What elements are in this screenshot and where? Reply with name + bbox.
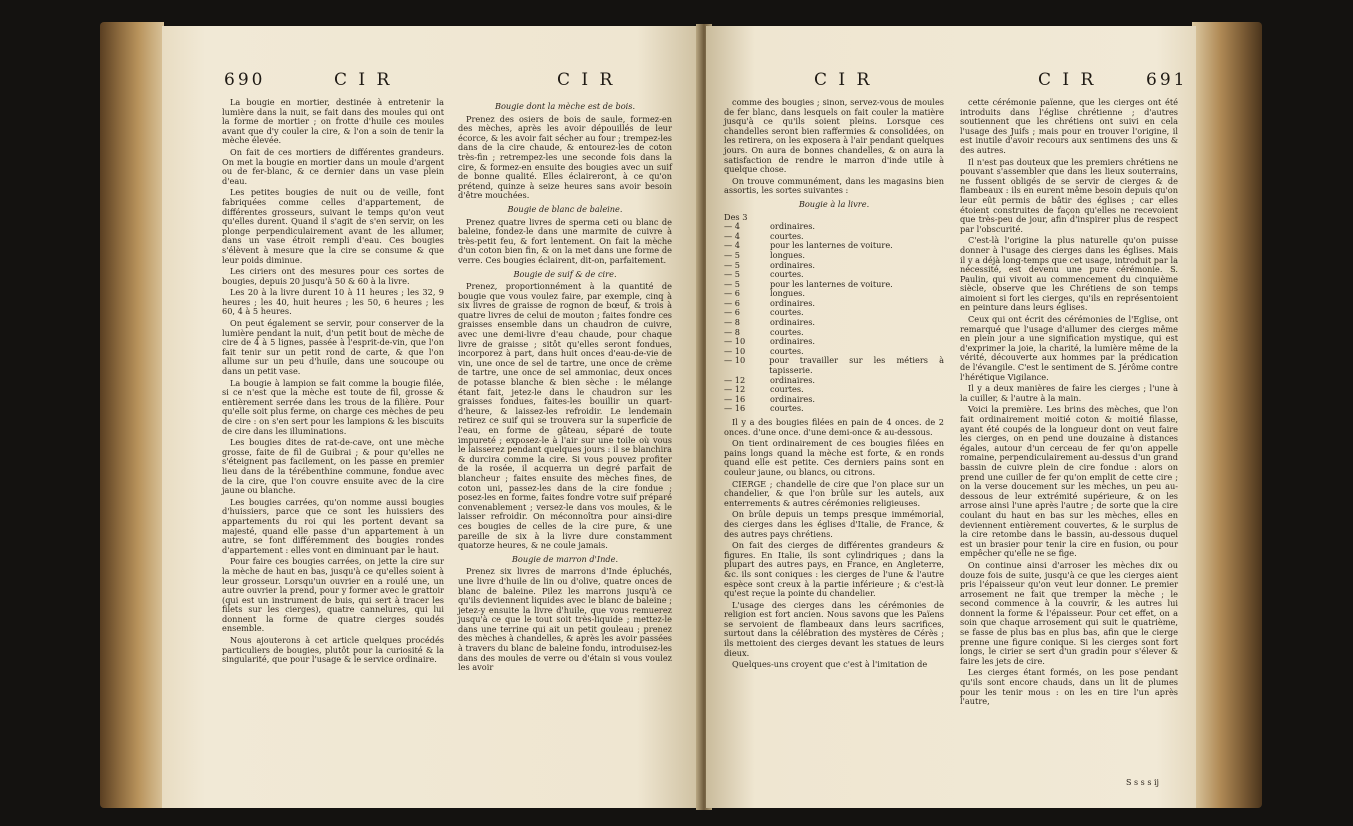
paragraph: Ceux qui ont écrit des cérémonies de l'Eglise, ont remarqué que l'usage d'allumer des cierges même en plein jour a une signification mystique, qui est d'exprimer la joie, la charité, la lumière même de la vérité, découverte aux hommes par la prédication de l'évangile. C'est le sentiment de S. Jérôme contre l'hérétique Vigilance. — [960, 314, 1178, 382]
paragraph: cette cérémonie païenne, que les cierges ont été introduits dans l'église chrétienne ; d'autres soutiennent que les chrétiens ont suivi en cela l'usage des Juifs ; mais pour en trouver l'origine, il est inutile d'avoir recours aux sentimens des uns & des autres. — [960, 97, 1178, 155]
table-cell-type: courtes. — [770, 403, 804, 414]
book-edge-right — [1192, 22, 1262, 808]
table-cell-count: — 10 — [724, 355, 746, 366]
left-column-2 — [458, 98, 672, 675]
table-row — [724, 385, 944, 395]
section-title: Bougie de marron d'Inde. — [511, 553, 619, 564]
table-row — [724, 289, 944, 299]
paragraph: La bougie en mortier, destinée à entretenir la lumière dans la nuit, se fait dans des moules qui ont la forme de mortier ; on frotte d'huile ces moules avant que d'y couler la cire, & l'on a soin de tenir la mèche élevée. — [222, 97, 444, 146]
paragraph: CIERGE ; chandelle de cire que l'on place sur un chandelier, & que l'on brûle sur les autels, aux enterrements & autres cérémonies religieuses. — [724, 478, 944, 508]
table-row — [724, 404, 944, 414]
right-running-head-1: C I R — [814, 70, 873, 90]
right-column-1 — [724, 98, 944, 672]
table-cell-count: — 5 — [724, 249, 740, 260]
table-row — [724, 222, 944, 232]
left-running-head-1: C I R — [334, 70, 393, 90]
table-cell-count: — 10 — [724, 345, 746, 356]
table-cell-count: — 12 — [724, 384, 746, 395]
paragraph: On continue ainsi d'arroser les mèches dix ou douze fois de suite, jusqu'à ce que les cierges aient pris l'épaisseur qu'on veut leur donner. Le premier arrosement ne fait que tremper la mèche ; le second commence à la couvrir, & les autres lui donnent la forme & l'épaisseur. Pour cet effet, on a soin que chaque arrosement qui suit le quatrième, se fasse de plus bas en plus bas, afin que le cierge prenne une figure conique. Si les cierges sont fort longs, le cirier se sert d'un gradin pour s'élever & faire les jets de cire. — [960, 559, 1178, 666]
paragraph: On fait des cierges de différentes grandeurs & figures. En Italie, ils sont cylindriques ; dans la plupart des autres pays, en France, en Angleterre, &c. ils sont coniques : les cierges de l'une & l'autre espèce sont creux à la partie inférieure ; & c'est-là qu'est reçue la pointe du chandelier. — [724, 540, 944, 599]
book-edge-left — [100, 22, 164, 808]
table-row — [724, 251, 944, 261]
paragraph: On peut également se servir, pour conserver de la lumière pendant la nuit, d'un petit bout de mèche de cire de 4 à 5 lignes, passée à l'esprit-de-vin, que l'on fait tenir sur un petit rond de carte, & que l'on allume sur un peu d'huile, dans une soucoupe ou dans un petit vase. — [222, 318, 444, 377]
table-cell-count: — 8 — [724, 326, 740, 337]
paragraph: Nous ajouterons à cet article quelques procédés particuliers de bougies, plutôt pour la curiosité & la singularité, que pour l'usage & le service ordinaire. — [222, 635, 444, 665]
paragraph: Les bougies carrées, qu'on nomme aussi bougies d'huissiers, parce que ce sont les huissiers des appartements du roi qui les portent devant sa majesté, quand elle passe d'un appartement à un autre, se font différemment des bougies rondes d'appartement : elles vont en diminuant par le haut. — [222, 496, 444, 555]
table-cell-count: — 10 — [724, 336, 746, 347]
paragraph: C'est-là l'origine la plus naturelle qu'on puisse donner à l'usage des cierges dans les églises. Mais il y a déjà long-temps que cet usage, introduit par la nécessité, est devenu une pure cérémonie. S. Paulin, qui vivoit au commencement du cinquième siècle, observe que les Chrétiens de son temps aimoient si fort les cierges, qu'ils en représentoient en peinture dans leurs églises. — [960, 235, 1178, 313]
table-cell-type: courtes. — [770, 269, 804, 280]
paragraph: Prenez des osiers de bois de saule, formez-en des mèches, après les avoir dépouillés de leur écorce, & les avoir fait sécher au four ; trempez-les dans de la cire chaude, & entourez-les de coton très-fin ; retrempez-les une seconde fois dans la cire, & formez-en ensuite des bougies avec un suif de bonne qualité. Elles éclaireront, à ce qu'on prétend, quinze à seize heures sans avoir besoin d'être mouchées. — [458, 113, 672, 201]
table-cell-type: pour travailler sur les métiers à tapisserie. — [769, 355, 944, 376]
table-row — [724, 376, 944, 386]
table-cell-count: — 8 — [724, 317, 740, 328]
table-cell-count: — 5 — [724, 269, 740, 280]
table-cell-type: ordinaires. — [770, 297, 816, 308]
table-cell-count: — 5 — [724, 259, 740, 270]
left-page-number: 690 — [224, 70, 266, 90]
paragraph: comme des bougies ; sinon, servez-vous de moules de fer blanc, dans lesquels on fait couler la matière jusqu'à ce qu'ils soient pleins. Lorsque ces chandelles seront bien raffermies & consolidées, on les retirera, on les exposera à l'air pendant quelques jours. On aura de bonnes chandelles, & on aura la satisfaction de rendre le marron d'inde utile à quelque chose. — [724, 97, 944, 175]
left-page — [162, 26, 702, 808]
table-title: Bougie à la livre. — [798, 198, 870, 209]
table-row — [724, 213, 944, 223]
table-cell-type: longues. — [770, 249, 805, 260]
right-running-head-2: C I R — [1038, 70, 1097, 90]
table-cell-count: — 6 — [724, 307, 740, 318]
paragraph: Les bougies dites de rat-de-cave, ont une mèche grosse, faite de fil de Guibrai ; & pour qu'elles ne s'éteignent pas facilement, on les passe en premier lieu dans de la térébenthine commune, fondue avec de la cire, que l'on couvre ensuite avec de la cire jaune ou blanche. — [222, 437, 444, 496]
signature-mark: S s s s ij — [1126, 778, 1160, 787]
table-cell-type: ordinaires. — [770, 374, 816, 385]
section-title: Bougie de suif & de cire. — [513, 268, 617, 279]
paragraph: La bougie à lampion se fait comme la bougie filée, si ce n'est que la mèche est toute de fil, grosse & entièrement serrée dans les trous de la filière. Pour qu'elle soit plus ferme, on charge ces mèches de peu de cire : on s'en sert pour les lampions & les biscuits de cire dans les illuminations. — [222, 377, 444, 436]
table-cell-type: longues. — [770, 288, 805, 299]
paragraph: Prenez, proportionnément à la quantité de bougie que vous voulez faire, par exemple, cinq à six livres de graisse de rognon de bœuf, & trois à quatre livres de celui de mouton ; faites fondre ces graisses ensemble dans un chaudron de cuivre, avec une demi-livre d'eau chaude, pour chaque livre de graisse ; sitôt qu'elles seront fondues, incorporez à part, dans huit onces d'eau-de-vie de vin, une once de sel de tartre, une once de crème de tartre, une once de sel ammoniac, deux onces de potasse blanche & bien sèche : le mélange étant fait, jetez-le dans le chaudron sur les graisses fondues, faites-les bouillir un quart-d'heure, & laissez-les refroidir. Le lendemain retirez ce suif qui se trouvera sur la superficie de l'eau, en forme de gâteau, séparé de toute impureté ; exposez-le à l'air sur une toile où vous le laisserez pendant quelques jours : il se blanchira & durcira comme la cire. Si vous pouvez profiter de la rosée, il acquerra un degré parfait de blancheur ; faites ensuite des mèches fines, de coton uni, passez-les dans de la cire fondue ; posez-les en forme, faites fondre votre suif préparé convenablement ; versez-le dans vos moules, & le laisser refroidir. On méconnoîtra pour ainsi-dire ces bougies de celles de la cire pure, & une pareille de six à la livre dure constamment quatorze heures, & ne coule jamais. — [458, 281, 672, 551]
table-cell-type: courtes. — [770, 384, 804, 395]
table-cell-count: — 12 — [724, 374, 746, 385]
table-row — [724, 308, 944, 318]
table-cell-type: ordinaires. — [770, 259, 816, 270]
table-cell-count: — 6 — [724, 297, 740, 308]
table-cell-type: ordinaires. — [770, 336, 816, 347]
right-page — [706, 26, 1196, 808]
table-row — [724, 261, 944, 271]
table-cell-count: — 16 — [724, 403, 746, 414]
table-cell-type: courtes. — [770, 307, 804, 318]
right-column-2 — [960, 98, 1178, 709]
paragraph: Les 20 à la livre durent 10 à 11 heures ; les 32, 9 heures ; les 40, huit heures ; les 50, 6 heures ; les 60, 4 à 5 heures. — [222, 287, 444, 317]
left-running-head-2: C I R — [557, 70, 616, 90]
paragraph: Quelques-uns croyent que c'est à l'imitation de — [732, 659, 928, 670]
paragraph: Il n'est pas douteux que les premiers chrétiens ne pouvant s'assembler que dans les lieux souterrains, ne fussent obligés de se servir de cierges & de flambeaux : ils en eurent même besoin depuis qu'on leur eût permis de bâtir des églises ; car elles étoient construites de façon qu'elles ne recevoient que très-peu de jour, afin d'inspirer plus de respect par l'obscurité. — [960, 156, 1178, 234]
table-row — [724, 318, 944, 328]
table-cell-count: — 4 — [724, 240, 740, 251]
table-cell-type: courtes. — [770, 326, 804, 337]
table-row — [724, 395, 944, 405]
paragraph: Voici la première. Les brins des mèches, que l'on fait ordinairement moitié coton & moitié filasse, ayant été coupés de la longueur dont on veut faire les cierges, on en pend une douzaine à distances égales, autour d'un cerceau de fer qu'on appelle romaine, perpendiculairement au-dessus d'un grand bassin de cuivre plein de cire fondue : alors on prend une cuiller de fer qu'on emplit de cette cire ; on la verse doucement sur les mèches, un peu au-dessous de leur extrémité supérieure, & on les arrose ainsi l'une après l'autre ; de sorte que la cire coulant du haut en bas sur les mèches, elles en deviennent entièrement couvertes, & le surplus de la cire retombe dans le bassin, au-dessous duquel est un brasier pour tenir la cire en fusion, ou pour empêcher qu'elle ne se fige. — [960, 404, 1178, 559]
section-title: Bougie de blanc de baleine. — [507, 203, 623, 214]
paragraph: On trouve communément, dans les magasins bien assortis, les sortes suivantes : — [724, 175, 944, 196]
table-cell-count: — 6 — [724, 288, 740, 299]
table-cell-type: ordinaires. — [770, 317, 816, 328]
paragraph: Les petites bougies de nuit ou de veille, font fabriquées comme celles d'appartement, de différentes grosseurs, suivant le temps qu'on veut qu'elles durent. Quand il s'agit de s'en servir, on les plonge perpendiculairement avant de les allumer, dans un vase étroit rempli d'eau. Ces bougies s'élèvent à mesure que la cire se consume & que leur poids diminue. — [222, 187, 444, 265]
paragraph: Les ciriers ont des mesures pour ces sortes de bougies, depuis 20 jusqu'à 50 & 60 à la livre. — [222, 266, 444, 286]
table-row — [724, 328, 944, 338]
paragraph: On tient ordinairement de ces bougies filées en pains longs quand la mèche est forte, & en ronds quand elle est petite. Ces derniers pains sont en couleur jaune, ou blancs, ou citrons. — [724, 438, 944, 477]
left-column-1 — [222, 98, 444, 667]
paragraph: Pour faire ces bougies carrées, on jette la cire sur la mèche de haut en bas, jusqu'à ce qu'elles soient à leur grosseur. Lorsqu'un ouvrier en a roulé une, un autre ouvrier la prend, pour y former avec le grattoir (qui est un instrument de buis, qui sert à tracer les filets sur les cierges), quatre cannelures, qui lui donnent la forme de quatre cierges soudés ensemble. — [222, 556, 444, 634]
paragraph: Il y a des bougies filées en pain de 4 onces. de 2 onces. d'une once. d'une demi-once & au-dessous. — [724, 417, 944, 437]
section-title: Bougie dont la mèche est de bois. — [494, 101, 636, 111]
table-cell-count: Des 3 — [724, 211, 748, 222]
paragraph: Prenez quatre livres de sperma ceti ou blanc de baleine, fondez-le dans une marmite de cuivre à très-petit feu, & fort lentement. On fait la mèche d'un coton bien fin, & on la met dans une forme de verre. Ces bougies éclairent, dit-on, parfaitement. — [458, 216, 672, 265]
table-cell-type: ordinaires. — [770, 393, 816, 404]
table-cell-count: — 4 — [724, 221, 740, 232]
paragraph: On fait de ces mortiers de différentes grandeurs. On met la bougie en mortier dans un moule d'argent ou de fer-blanc, & ce dernier dans un vase plein d'eau. — [222, 146, 444, 186]
table-cell-count: — 5 — [724, 278, 740, 289]
table-cell-type: courtes. — [770, 345, 804, 356]
table-cell-type: pour les lanternes de voiture. — [770, 278, 893, 289]
table-cell-type: ordinaires. — [770, 221, 816, 232]
paragraph: Il y a deux manières de faire les cierges ; l'une à la cuiller, & l'autre à la main. — [960, 383, 1178, 403]
candle-table — [724, 213, 944, 414]
table-row — [724, 337, 944, 347]
paragraph: On brûle depuis un temps presque immémorial, des cierges dans les églises d'Italie, de France, & des autres pays chrétiens. — [724, 509, 944, 539]
table-row — [724, 241, 944, 251]
table-cell-count: — 16 — [724, 393, 746, 404]
paragraph: Les cierges étant formés, on les pose pendant qu'ils sont encore chauds, dans un lit de plumes pour les tenir mous : on les en tire l'un après l'autre, — [960, 667, 1178, 707]
right-page-number: 691 — [1146, 70, 1188, 90]
table-cell-type: pour les lanternes de voiture. — [770, 240, 893, 251]
table-row — [724, 356, 944, 375]
table-row — [724, 280, 944, 290]
table-row — [724, 299, 944, 309]
paragraph: Prenez six livres de marrons d'Inde épluchés, une livre d'huile de lin ou d'olive, quatre onces de blanc de baleine. Pilez les marrons jusqu'à ce qu'ils deviennent liquides avec le blanc de baleine ; jetez-y ensuite la livre d'huile, que vous remuerez jusqu'à ce que le tout soit très-liquide ; mettez-le dans une terrine qui ait un petit gouleau ; prenez des mèches à chandelles, & après les avoir passées à travers du blanc de baleine fondu, introduisez-les dans des moules de verre ou d'étain si vous voulez les avoir — [458, 566, 672, 673]
table-cell-type: courtes. — [770, 230, 804, 241]
table-cell-count: — 4 — [724, 230, 740, 241]
paragraph: L'usage des cierges dans les cérémonies de religion est fort ancien. Nous savons que les Païens se servoient de flambeaux dans leurs sacrifices, surtout dans la célébration des mystères de Cérès ; ils mettoient des cierges devant les statues de leurs dieux. — [724, 599, 944, 658]
